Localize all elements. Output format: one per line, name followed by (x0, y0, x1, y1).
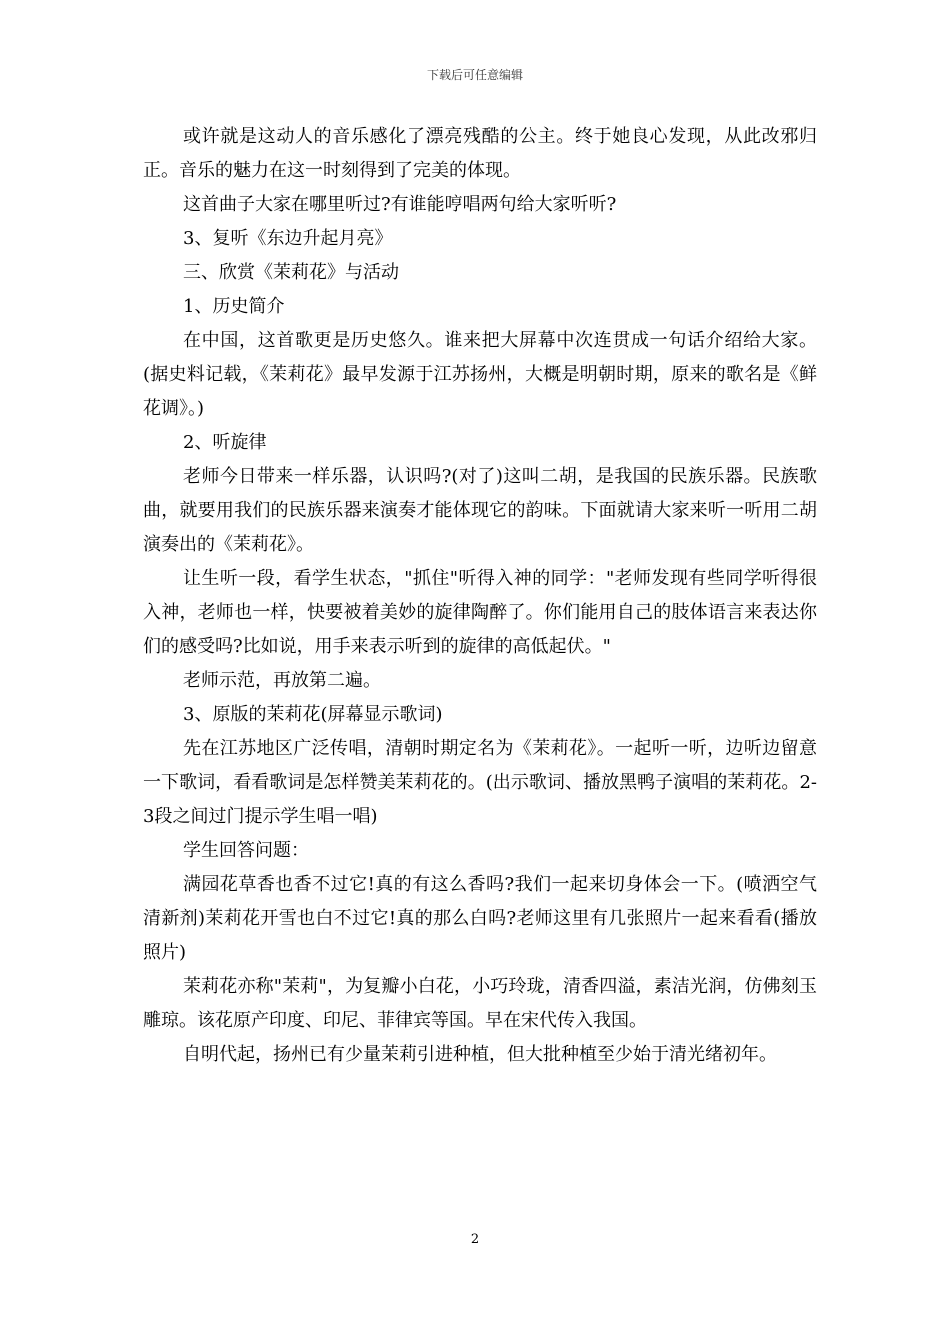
paragraph: 在中国，这首歌更是历史悠久。谁来把大屏幕中次连贯成一句话介绍给大家。(据史料记载，《茉莉花》最早发源于江苏扬州，大概是明朝时期，原来的歌名是《鲜花调》。) (143, 330, 817, 419)
paragraph: 学生回答问题： (183, 840, 309, 861)
section-heading: 1、历史简介 (183, 296, 285, 317)
section-heading: 三、欣赏《茉莉花》与活动 (183, 262, 399, 283)
paragraph: 老师示范，再放第二遍。 (183, 670, 381, 691)
document-body (143, 120, 817, 1072)
paragraph: 这首曲子大家在哪里听过?有谁能哼唱两句给大家听听? (183, 194, 617, 215)
paragraph: 让生听一段，看学生状态，"抓住"听得入神的同学："老师发现有些同学听得很入神，老师也一样，快要被着美妙的旋律陶醉了。你们能用自己的肢体语言来表达你们的感受吗?比如说，用手来表示听到的旋律的高低起伏。" (143, 568, 817, 657)
page-number: 2 (470, 1232, 480, 1247)
section-heading: 3、复听《东边升起月亮》 (183, 228, 393, 249)
paragraph: 自明代起，扬州已有少量茉莉引进种植，但大批种植至少始于清光绪初年。 (183, 1044, 777, 1065)
paragraph: 先在江苏地区广泛传唱，清朝时期定名为《茉莉花》。一起听一听，边听边留意一下歌词，看看歌词是怎样赞美茉莉花的。(出示歌词、播放黑鸭子演唱的茉莉花。2-3段之间过门提示学生唱一唱) (143, 738, 817, 827)
paragraph: 满园花草香也香不过它!真的有这么香吗?我们一起来切身体会一下。(喷洒空气清新剂)茉莉花开雪也白不过它!真的那么白吗?老师这里有几张照片一起来看看(播放照片) (143, 874, 817, 963)
paragraph: 或许就是这动人的音乐感化了漂亮残酷的公主。终于她良心发现，从此改邪归正。音乐的魅力在这一时刻得到了完美的体现。 (143, 126, 817, 181)
section-heading: 2、听旋律 (183, 432, 267, 453)
section-heading: 3、原版的茉莉花(屏幕显示歌词) (183, 704, 443, 725)
page-header: 下载后可任意编辑 (426, 68, 523, 82)
paragraph: 茉莉花亦称"茉莉"，为复瓣小白花，小巧玲珑，清香四溢，素洁光润，仿佛刻玉雕琼。该花原产印度、印尼、菲律宾等国。早在宋代传入我国。 (143, 976, 817, 1031)
paragraph: 老师今日带来一样乐器，认识吗?(对了)这叫二胡，是我国的民族乐器。民族歌曲，就要用我们的民族乐器来演奏才能体现它的韵味。下面就请大家来听一听用二胡演奏出的《茉莉花》。 (143, 466, 817, 555)
